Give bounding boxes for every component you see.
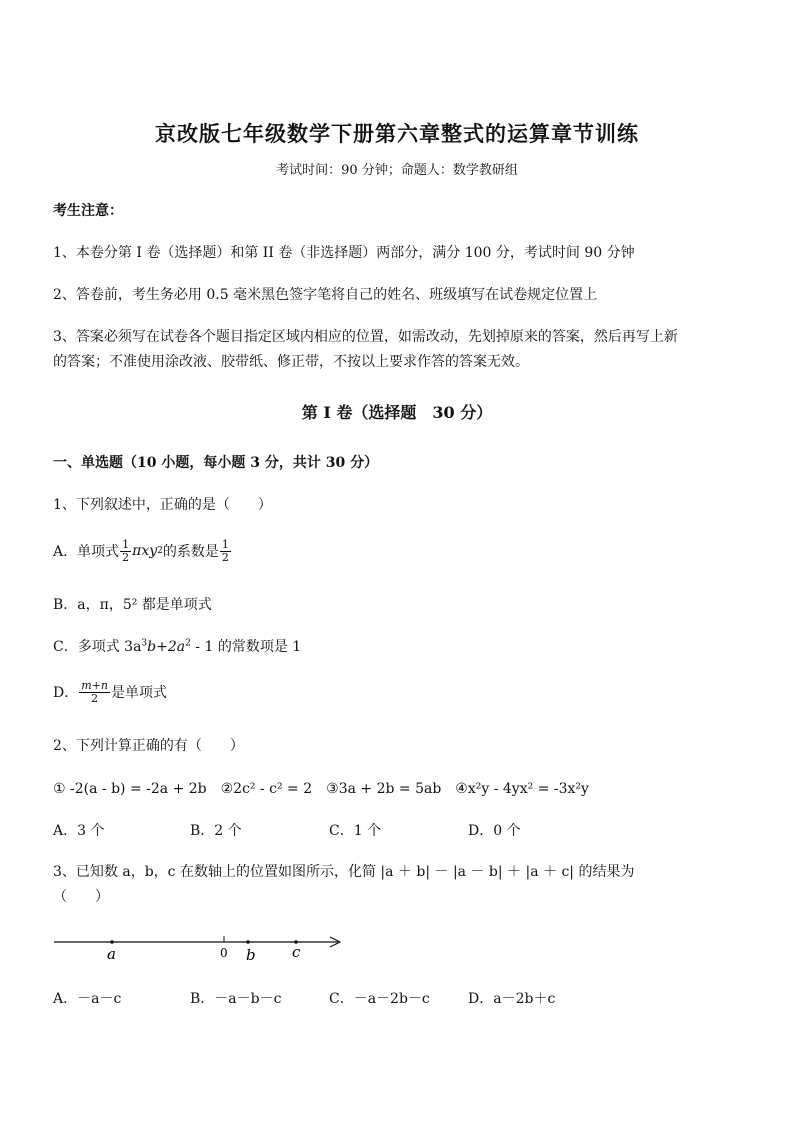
- q2-option-d: D．0 个: [468, 823, 521, 839]
- section-title: 第 I 卷（选择题 30 分）: [301, 403, 493, 422]
- notice-item-1: 1、本卷分第 I 卷（选择题）和第 II 卷（非选择题）两部分，满分 100 分，考试时间 90 分钟: [53, 245, 635, 261]
- q1-a-frac-num: 1: [122, 537, 130, 551]
- q1-a-value-fraction: [220, 539, 231, 564]
- q1-a-fraction: [120, 539, 131, 564]
- label-b: b: [246, 946, 256, 964]
- q3-stem-paren: （ ）: [53, 889, 109, 905]
- label-c: c: [292, 943, 301, 961]
- q1-a-term: πxy: [132, 543, 158, 559]
- q2-option-c: C．1 个: [329, 823, 382, 839]
- q1-option-a: [53, 536, 232, 566]
- q1-a-val-den: 2: [221, 550, 229, 564]
- q3-option-a: A．－a－c: [53, 991, 122, 1007]
- q1-option-d: [53, 676, 167, 708]
- q1-a-prefix: A．单项式: [53, 544, 120, 560]
- exam-info: 考试时间：90 分钟；命题人：数学教研组: [276, 163, 518, 178]
- q3-option-c: C．－a－2b－c: [329, 991, 430, 1007]
- q1-stem: 1、下列叙述中，正确的是（ ）: [53, 497, 272, 513]
- q2-stem: 2、下列计算正确的有（ ）: [53, 738, 244, 754]
- page-title: 京改版七年级数学下册第六章整式的运算章节训练: [155, 121, 639, 146]
- point-b: [246, 940, 250, 944]
- q1-d-prefix: D．: [53, 685, 79, 701]
- q1-option-b: B．a，π，5² 都是单项式: [53, 597, 212, 613]
- q1-c-rest: b+2a: [147, 639, 186, 655]
- q2-option-b: B．2 个: [190, 823, 242, 839]
- q1-d-tail: 是单项式: [110, 685, 167, 701]
- q1-a-mid: 的系数是: [162, 544, 219, 560]
- notice-heading: 考生注意：: [53, 203, 123, 219]
- q1-option-c: C．多项式 $3a^3b+2a^2 - 1$ 的常数项是 1: [53, 638, 302, 655]
- part-heading: 一、单选题（10 小题，每小题 3 分，共计 30 分）: [53, 455, 379, 471]
- q1-c-prefix: C．多项式 3a: [53, 639, 142, 655]
- notice-item-3-cont: 的答案；不准使用涂改液、胶带纸、修正带，不按以上要求作答的答案无效。: [53, 354, 529, 370]
- q1-a-exp: 2: [157, 546, 163, 556]
- notice-item-2: 2、答卷前，考生务必用 0.5 毫米黑色签字笔将自己的姓名、班级填写在试卷规定位置上: [53, 287, 598, 303]
- q1-c-tail: - 1 的常数项是 1: [190, 639, 302, 655]
- q3-option-d: D．a－2b＋c: [468, 991, 556, 1007]
- label-a: a: [107, 945, 116, 963]
- number-line-figure: [50, 928, 350, 968]
- q1-d-fraction: [79, 680, 110, 705]
- q2-option-a: A．3 个: [53, 823, 105, 839]
- q1-d-num: m+n: [81, 678, 108, 692]
- q2-expressions: ① -2(a - b) = -2a + 2b ②2c² - c² = 2 ③3a + 2b = 5ab ④x²y - 4yx² = -3x²y: [53, 781, 589, 797]
- point-a: [110, 940, 114, 944]
- q1-d-den: 2: [91, 691, 99, 705]
- q1-a-frac-den: 2: [122, 550, 130, 564]
- q3-option-b: B．－a－b－c: [190, 991, 282, 1007]
- label-zero: 0: [220, 946, 228, 960]
- q1-a-val-num: 1: [221, 537, 229, 551]
- q3-stem: 3、已知数 a，b，c 在数轴上的位置如图所示，化简 |a ＋ b| － |a － b| ＋ |a ＋ c| 的结果为: [53, 864, 635, 880]
- notice-item-3: 3、答案必须写在试卷各个题目指定区域内相应的位置，如需改动，先划掉原来的答案，然后再写上新: [53, 329, 678, 345]
